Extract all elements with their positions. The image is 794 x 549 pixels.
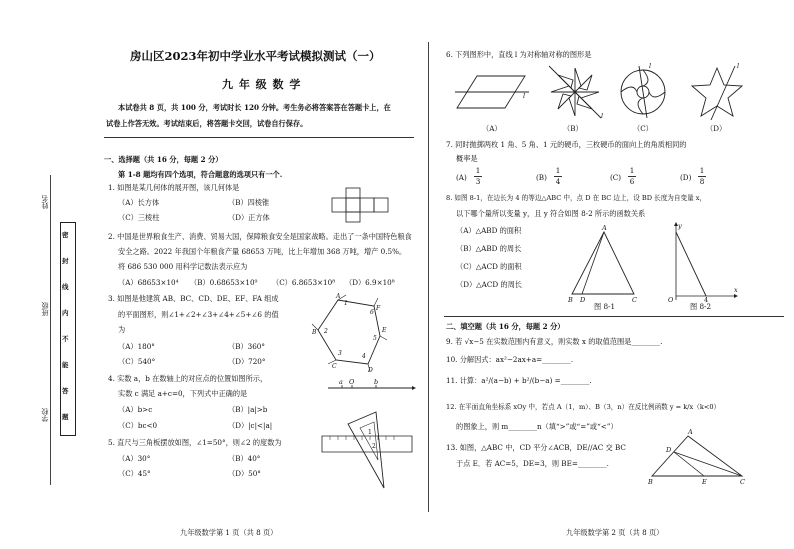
fraction-denominator: 4 <box>555 177 561 186</box>
net-figure <box>330 186 410 230</box>
seal-char: 内 <box>62 309 69 317</box>
svg-text:B: B <box>312 329 317 336</box>
question-line: 8. 如图 8-1，在边长为 4 的等边△ABC 中，点 D 在 BC 边上，设 BD 长度为自变量 x， <box>446 194 707 202</box>
fraction-numerator: 1 <box>699 166 705 175</box>
seal-char: 题 <box>62 413 69 421</box>
class-label: 班级 <box>41 302 49 316</box>
option-a: (A) <box>456 173 467 182</box>
svg-text:E: E <box>382 327 387 334</box>
question-line: 的平面图形，则∠1+∠2+∠3+∠4+∠5+∠6 的值 <box>118 310 279 319</box>
svg-text:a: a <box>339 378 343 386</box>
school-label: 学校 <box>41 408 49 422</box>
svg-text:l: l <box>737 62 740 70</box>
svg-text:1: 1 <box>344 300 348 307</box>
option-b: （B）四棱锥 <box>228 198 270 207</box>
svg-text:5: 5 <box>373 335 377 342</box>
ruler-triangle-figure <box>318 408 418 492</box>
figure-label-c: （C） <box>633 124 653 133</box>
svg-text:l: l <box>649 62 652 70</box>
question-line: 13. 如图，△ABC 中，CD 平分∠ACB，DE//AC 交 BC <box>446 443 626 452</box>
divider <box>104 137 414 138</box>
question-line: 实数 c 满足 a+c=0，下列式中正确的是 <box>118 389 248 398</box>
question-line: 概率是 <box>456 154 478 163</box>
figure-label-b: （B） <box>563 124 583 133</box>
fraction-denominator: 6 <box>629 177 635 186</box>
svg-text:y: y <box>678 222 682 230</box>
footer-page-2: 九年级数学第 2 页（共 8 页） <box>566 528 664 537</box>
svg-text:2: 2 <box>372 443 376 450</box>
question-line: 以下哪个量所以变量 y，且 y 符合如图 8-2 所示的函数关系 <box>456 209 646 218</box>
option-c: （C）540° <box>118 357 156 366</box>
footer-page-1: 九年级数学第 1 页（共 8 页） <box>180 528 278 537</box>
option-b: （B）0.68653×10⁹ <box>190 278 258 287</box>
name-label: 姓名 <box>41 195 49 209</box>
seal-char: 密 <box>62 231 69 239</box>
option-b: (B) <box>536 173 547 182</box>
option-a: （A）b>c <box>118 405 153 414</box>
number-line-figure <box>326 378 416 398</box>
question-line: 将 686 530 000 用科学记数法表示应为 <box>118 262 248 271</box>
seal-char: 答 <box>62 387 69 395</box>
svg-text:l: l <box>523 92 526 100</box>
svg-text:C: C <box>740 478 745 486</box>
svg-text:D: D <box>666 446 672 454</box>
svg-text:l: l <box>601 112 604 120</box>
exam-subject: 九 年 级 数 学 <box>222 78 302 91</box>
option-c: （C）△ACD 的面积 <box>456 262 522 271</box>
option-c: （C）6.8653×10⁸ <box>272 278 336 287</box>
triangle-figure-8-1 <box>562 224 642 302</box>
option-a: （A）△ABD 的面积 <box>456 226 522 235</box>
svg-text:x: x <box>734 286 738 294</box>
option-d: （D）△ACD 的周长 <box>456 280 522 289</box>
question-line: 3. 如图是他建筑 AB、BC、CD、DE、EF、FA 组成 <box>108 294 279 303</box>
seal-char: 封 <box>62 257 69 265</box>
graph-figure-8-2 <box>662 222 738 302</box>
svg-text:A: A <box>688 428 693 436</box>
svg-text:D: D <box>580 296 586 304</box>
svg-text:B: B <box>568 296 573 304</box>
column-divider <box>428 42 429 512</box>
fraction-denominator: 8 <box>699 177 705 186</box>
seal-char: 线 <box>62 283 69 291</box>
figure-caption-8-2: 图 8-2 <box>690 302 712 311</box>
section-title: 二、填空题（共 16 分，每题 2 分） <box>446 322 565 331</box>
instruction-line: 试卷上作答无效。考试结束后，将答题卡交回，试卷自行保存。 <box>106 119 308 128</box>
option-b: （B）△ABD 的周长 <box>456 244 522 253</box>
option-d: （D）|c|<|a| <box>228 421 273 430</box>
option-c: （C）45° <box>118 469 151 478</box>
option-d: （D）正方体 <box>228 213 270 222</box>
question-line: 12. 在平面直角坐标系 xOy 中，若点 A（1，m）、B（3，n）在反比例函数 y = k/x（k<0） <box>446 403 721 411</box>
question-q9: 9. 若 √x−5 在实数范围内有意义，则实数 x 的取值范围是________. <box>446 337 663 346</box>
question-line: 于点 E．若 AC=5，DE=3，则 BE=________. <box>456 459 609 468</box>
option-d: (D) <box>680 173 692 182</box>
section-title: 一、选择题（共 16 分，每题 2 分） <box>104 155 223 164</box>
question-stem: 1. 如图是某几何体的展开图，该几何体是 <box>108 183 240 192</box>
figure-label-d: （D） <box>706 124 727 133</box>
seal-line-box <box>60 222 76 436</box>
option-d: （D）6.9×10⁸ <box>345 278 395 287</box>
svg-text:F: F <box>376 305 381 312</box>
fraction-numerator: 1 <box>555 166 561 175</box>
triangle-figure-13 <box>648 428 748 484</box>
svg-text:2: 2 <box>324 328 328 335</box>
question-q10: 10. 分解因式：ax²−2ax+a=________. <box>446 355 574 364</box>
seal-char: 不 <box>62 335 69 343</box>
option-a: （A）68653×10⁴ <box>118 278 179 287</box>
svg-text:6: 6 <box>370 309 374 316</box>
svg-text:1: 1 <box>368 429 372 436</box>
binding-margin <box>0 0 92 549</box>
option-b: （B）|a|>b <box>228 405 268 414</box>
svg-text:B: B <box>648 478 653 486</box>
option-c: (C) <box>610 173 622 182</box>
question-q11: 11. 计算：a²/(a−b) + b²/(b−a) =________. <box>446 376 592 385</box>
hexagon-figure <box>310 292 390 372</box>
option-c: （C）三棱柱 <box>118 213 160 222</box>
svg-text:A: A <box>602 224 607 232</box>
question-line: 7. 同时抛掷两枚 1 角、5 角、1 元的硬币，三枚硬币的面向上的角质相同的 <box>446 140 687 149</box>
fraction-numerator: 1 <box>629 166 635 175</box>
divider <box>444 316 784 317</box>
question-stem: 5. 直尺与三角板摆放如图，∠1=50°，则∠2 的度数为 <box>108 438 282 447</box>
option-a: （A）180° <box>118 342 155 351</box>
svg-text:A: A <box>336 293 341 300</box>
question-line: 2. 中国是世界粮食生产、消费、贸易大国，保障粮食安全是国家战略。走出了一条中国特色粮食 <box>108 232 412 241</box>
fraction-denominator: 3 <box>475 177 481 186</box>
svg-text:O: O <box>668 296 674 304</box>
svg-text:D: D <box>368 367 373 374</box>
option-d: （D）720° <box>228 357 266 366</box>
symmetry-figures <box>455 64 775 120</box>
option-c: （C）bc<0 <box>118 421 158 430</box>
figure-label-a: （A） <box>482 124 502 133</box>
question-line: 安全之路。2022 年我国个年粮食产量 68653 万吨，比上年增加 368 万吨，增产 0.5%。 <box>118 247 407 256</box>
question-line: 的图象上，则 m________n（填“>”或“=”或“<”） <box>456 422 618 431</box>
svg-text:O: O <box>349 378 355 386</box>
svg-text:3: 3 <box>338 350 342 357</box>
option-b: （B）360° <box>228 342 265 351</box>
svg-text:C: C <box>632 296 637 304</box>
svg-text:E: E <box>702 478 707 486</box>
figure-caption-8-1: 图 8-1 <box>594 302 616 311</box>
svg-text:C: C <box>332 363 337 370</box>
seal-char: 能 <box>62 361 69 369</box>
option-d: （D）50° <box>228 469 261 478</box>
fraction-numerator: 1 <box>475 166 481 175</box>
question-line: 4. 实数 a，b 在数轴上的对应点的位置如图所示， <box>108 374 268 383</box>
option-a: （A）30° <box>118 454 151 463</box>
exam-title: 房山区2023年初中学业水平考试模拟测试（一） <box>130 49 381 63</box>
section-desc: 第 1-8 题均有四个选项，符合题意的选项只有一个. <box>118 170 283 179</box>
question-line: 为 <box>118 325 126 334</box>
option-b: （B）40° <box>228 454 261 463</box>
option-a: （A）长方体 <box>118 198 160 207</box>
svg-text:4: 4 <box>362 353 366 360</box>
svg-text:4: 4 <box>704 296 709 304</box>
instruction-line: 本试卷共 8 页，共 100 分，考试时长 120 分钟。考生务必将答案答在答题卡上，在 <box>118 103 391 112</box>
svg-text:b: b <box>374 378 379 386</box>
question-stem: 6. 下列图形中，直线 l 为对称轴对称的图形是 <box>446 50 592 59</box>
